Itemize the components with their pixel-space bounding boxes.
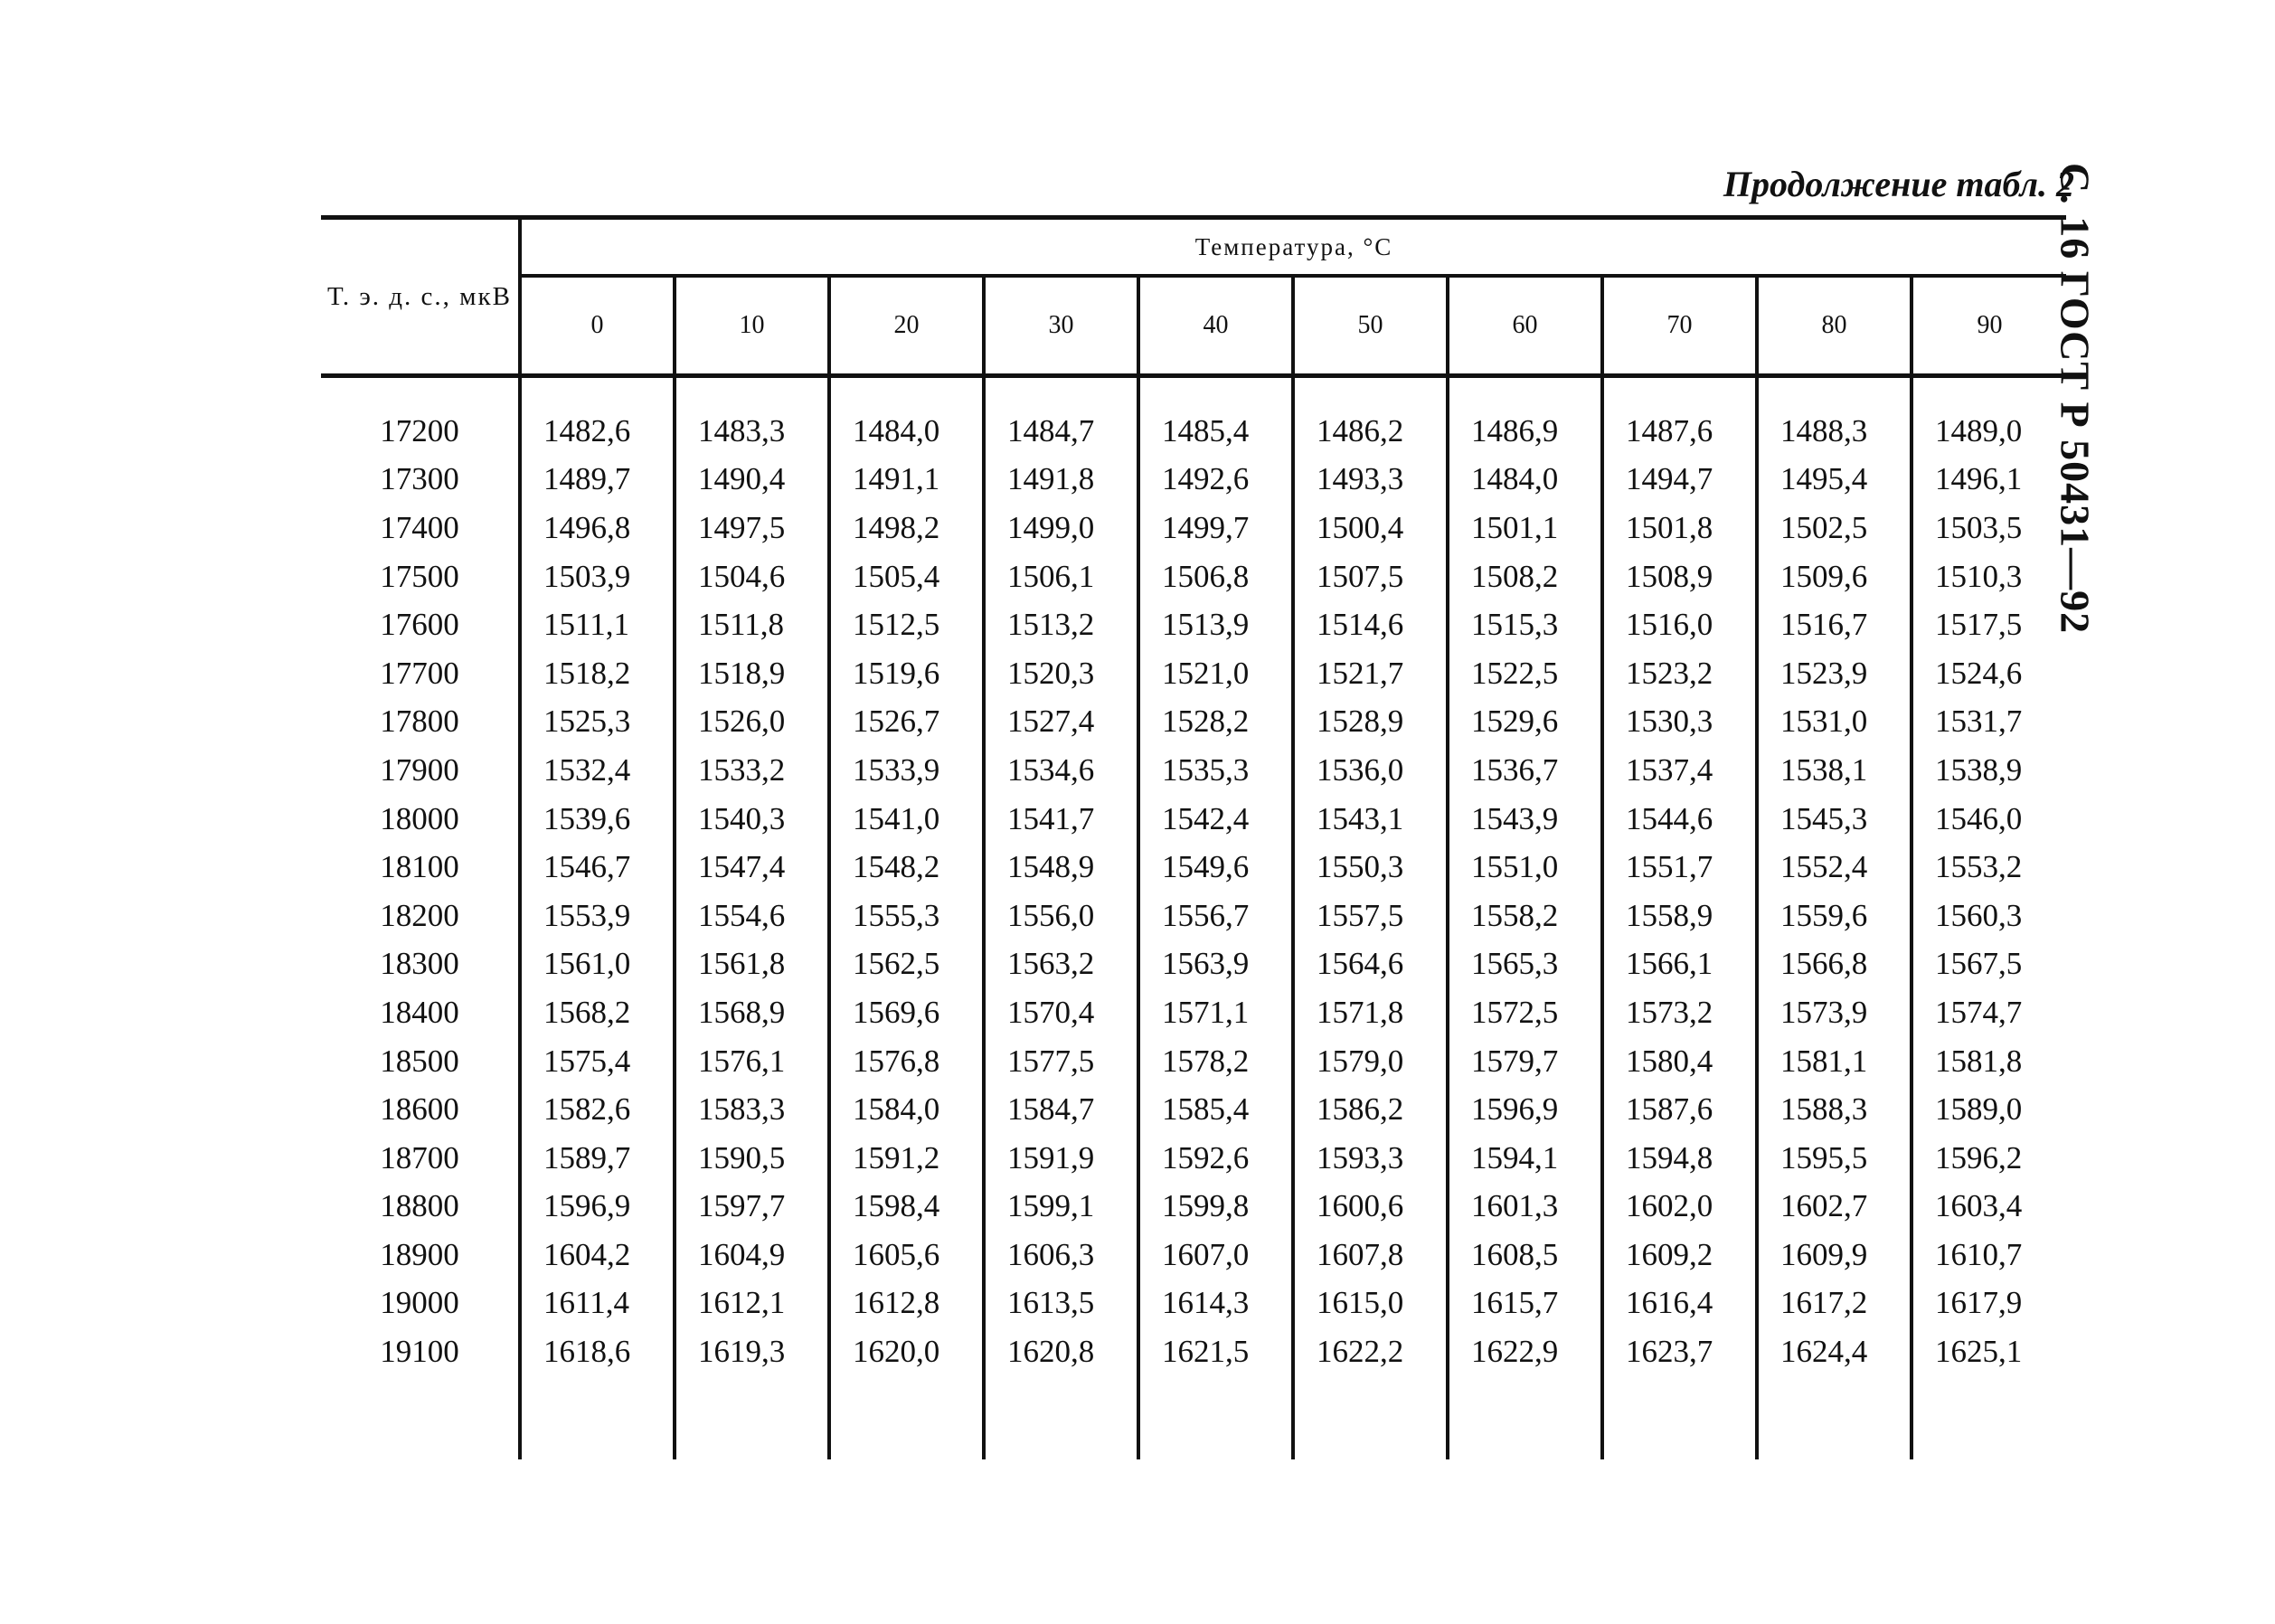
table-row bbox=[321, 843, 2066, 892]
temperature-value-cell: 1513,9 bbox=[1138, 600, 1293, 649]
temperature-value-cell: 1506,1 bbox=[984, 552, 1138, 601]
temperature-value-cell: 1556,0 bbox=[984, 892, 1138, 940]
temperature-value-cell: 1595,5 bbox=[1757, 1134, 1912, 1183]
temperature-value-cell: 1555,3 bbox=[829, 892, 984, 940]
temperature-value-cell: 1596,2 bbox=[1935, 1139, 2023, 1176]
emf-value-cell: 17200 bbox=[321, 407, 520, 456]
table-row bbox=[321, 1231, 2066, 1279]
temperature-value-cell: 1581,1 bbox=[1757, 1037, 1912, 1086]
temperature-value-cell: 1491,1 bbox=[829, 456, 984, 505]
temperature-value-cell: 1487,6 bbox=[1602, 407, 1757, 456]
temperature-value-cell: 1536,7 bbox=[1448, 746, 1602, 795]
emf-value-cell: 18900 bbox=[321, 1231, 520, 1279]
table-row bbox=[321, 698, 2066, 747]
temperature-value-cell: 1604,2 bbox=[520, 1231, 675, 1279]
temperature-value-cell: 1509,6 bbox=[1757, 552, 1912, 601]
temperature-value-cell: 1609,9 bbox=[1757, 1231, 1912, 1279]
temperature-value-cell: 1583,3 bbox=[675, 1085, 829, 1134]
temperature-value-cell: 1574,7 bbox=[1935, 994, 2023, 1030]
temperature-value-cell: 1508,9 bbox=[1602, 552, 1757, 601]
temperature-column-header: 80 bbox=[1757, 276, 1912, 376]
temperature-column-header: 90 bbox=[1912, 276, 2066, 376]
temperature-value-cell: 1620,0 bbox=[829, 1327, 984, 1376]
emf-value-cell: 18000 bbox=[321, 795, 520, 844]
empty-cell bbox=[1293, 376, 1448, 408]
temperature-column-header: 50 bbox=[1293, 276, 1448, 376]
emf-value-cell: 17600 bbox=[321, 600, 520, 649]
temperature-value-cell: 1598,4 bbox=[829, 1183, 984, 1232]
temperature-column-header: 30 bbox=[984, 276, 1138, 376]
temperature-value-cell: 1596,9 bbox=[1448, 1085, 1602, 1134]
temperature-value-cell: 1542,4 bbox=[1138, 795, 1293, 844]
temperature-column-header: 40 bbox=[1138, 276, 1293, 376]
table-tail-row bbox=[321, 1376, 2066, 1459]
empty-cell bbox=[829, 1376, 984, 1459]
temperature-value-cell: 1504,6 bbox=[675, 552, 829, 601]
temperature-value-cell: 1589,7 bbox=[520, 1134, 675, 1183]
temperature-value-cell: 1571,8 bbox=[1293, 988, 1448, 1037]
temperature-value-cell: 1535,3 bbox=[1138, 746, 1293, 795]
temperature-value-cell: 1551,0 bbox=[1448, 843, 1602, 892]
temperature-value-cell: 1570,4 bbox=[984, 988, 1138, 1037]
temperature-value-cell: 1538,1 bbox=[1757, 746, 1912, 795]
temperature-value-cell: 1507,5 bbox=[1293, 552, 1448, 601]
temperature-value-cell: 1503,9 bbox=[520, 552, 675, 601]
temperature-value-cell: 1573,9 bbox=[1757, 988, 1912, 1037]
emf-value-cell: 18200 bbox=[321, 892, 520, 940]
temperature-value-cell: 1590,5 bbox=[675, 1134, 829, 1183]
temperature-value-cell: 1546,7 bbox=[520, 843, 675, 892]
temperature-value-cell: 1607,0 bbox=[1138, 1231, 1293, 1279]
temperature-column-header: 0 bbox=[520, 276, 675, 376]
temperature-value-cell: 1533,9 bbox=[829, 746, 984, 795]
temperature-value-cell: 1573,2 bbox=[1602, 988, 1757, 1037]
temperature-value-cell: 1606,3 bbox=[984, 1231, 1138, 1279]
table-row bbox=[321, 940, 2066, 989]
empty-cell bbox=[1757, 376, 1912, 408]
emf-value-cell: 18400 bbox=[321, 988, 520, 1037]
temperature-value-cell: 1591,9 bbox=[984, 1134, 1138, 1183]
temperature-value-cell: 1518,9 bbox=[675, 649, 829, 698]
temperature-value-cell: 1484,0 bbox=[829, 407, 984, 456]
temperature-degree-row bbox=[321, 276, 2066, 376]
temperature-value-cell: 1503,5 bbox=[1935, 509, 2023, 545]
temperature-column-header: 60 bbox=[1448, 276, 1602, 376]
temperature-value-cell: 1534,6 bbox=[984, 746, 1138, 795]
temperature-value-cell: 1564,6 bbox=[1293, 940, 1448, 989]
temperature-value-cell: 1520,3 bbox=[984, 649, 1138, 698]
temperature-value-cell: 1592,6 bbox=[1138, 1134, 1293, 1183]
temperature-value-cell: 1502,5 bbox=[1757, 504, 1912, 552]
empty-cell bbox=[1602, 1376, 1757, 1459]
emf-value-cell: 17700 bbox=[321, 649, 520, 698]
emf-value-cell: 17500 bbox=[321, 552, 520, 601]
temperature-value-cell: 1536,0 bbox=[1293, 746, 1448, 795]
temperature-column-header: 10 bbox=[675, 276, 829, 376]
temperature-column-header: 20 bbox=[829, 276, 984, 376]
table-row bbox=[321, 649, 2066, 698]
temperature-value-cell: 1539,6 bbox=[520, 795, 675, 844]
empty-cell bbox=[520, 1376, 675, 1459]
temperature-value-cell: 1498,2 bbox=[829, 504, 984, 552]
temperature-value-cell: 1514,6 bbox=[1293, 600, 1448, 649]
temperature-value-cell: 1591,2 bbox=[829, 1134, 984, 1183]
temperature-value-cell: 1497,5 bbox=[675, 504, 829, 552]
empty-cell bbox=[1293, 1376, 1448, 1459]
empty-cell bbox=[1138, 1376, 1293, 1459]
temperature-value-cell: 1543,1 bbox=[1293, 795, 1448, 844]
table-row bbox=[321, 1085, 2066, 1134]
temperature-value-cell: 1602,7 bbox=[1757, 1183, 1912, 1232]
temperature-value-cell: 1622,9 bbox=[1448, 1327, 1602, 1376]
temperature-value-cell: 1585,4 bbox=[1138, 1085, 1293, 1134]
temperature-value-cell: 1521,7 bbox=[1293, 649, 1448, 698]
temperature-value-cell: 1484,7 bbox=[984, 407, 1138, 456]
emf-value-cell: 19000 bbox=[321, 1279, 520, 1328]
temperature-value-cell: 1594,1 bbox=[1448, 1134, 1602, 1183]
empty-cell bbox=[321, 376, 520, 408]
temperature-value-cell: 1484,0 bbox=[1448, 456, 1602, 505]
thermocouple-table-container bbox=[321, 215, 2066, 1436]
temperature-value-cell: 1572,5 bbox=[1448, 988, 1602, 1037]
temperature-value-cell: 1529,6 bbox=[1448, 698, 1602, 747]
temperature-value-cell: 1552,4 bbox=[1757, 843, 1912, 892]
table-row bbox=[321, 1327, 2066, 1376]
temperature-value-cell: 1625,1 bbox=[1935, 1334, 2023, 1370]
temperature-value-cell: 1541,7 bbox=[984, 795, 1138, 844]
temperature-value-cell: 1580,4 bbox=[1602, 1037, 1757, 1086]
temperature-value-cell: 1568,2 bbox=[520, 988, 675, 1037]
table-row bbox=[321, 892, 2066, 940]
empty-cell bbox=[1448, 376, 1602, 408]
empty-cell bbox=[675, 1376, 829, 1459]
temperature-value-cell: 1523,9 bbox=[1757, 649, 1912, 698]
empty-cell bbox=[1138, 376, 1293, 408]
table-row bbox=[321, 552, 2066, 601]
temperature-value-cell: 1586,2 bbox=[1293, 1085, 1448, 1134]
temperature-value-cell: 1508,2 bbox=[1448, 552, 1602, 601]
emf-value-cell: 18100 bbox=[321, 843, 520, 892]
temperature-value-cell: 1526,7 bbox=[829, 698, 984, 747]
temperature-value-cell: 1568,9 bbox=[675, 988, 829, 1037]
temperature-value-cell: 1500,4 bbox=[1293, 504, 1448, 552]
temperature-value-cell: 1571,1 bbox=[1138, 988, 1293, 1037]
temperature-value-cell: 1576,8 bbox=[829, 1037, 984, 1086]
temperature-value-cell: 1512,5 bbox=[829, 600, 984, 649]
temperature-value-cell: 1527,4 bbox=[984, 698, 1138, 747]
emf-value-cell: 18500 bbox=[321, 1037, 520, 1086]
temperature-value-cell: 1587,6 bbox=[1602, 1085, 1757, 1134]
temperature-value-cell: 1488,3 bbox=[1757, 407, 1912, 456]
temperature-value-cell: 1496,1 bbox=[1935, 461, 2023, 497]
temperature-value-cell: 1621,5 bbox=[1138, 1327, 1293, 1376]
standard-page-reference: С. 16 ГОСТ Р 50431—92 bbox=[2052, 163, 2099, 635]
temperature-value-cell: 1579,0 bbox=[1293, 1037, 1448, 1086]
empty-cell bbox=[829, 376, 984, 408]
table-row bbox=[321, 1037, 2066, 1086]
table-spacer-row bbox=[321, 376, 2066, 408]
temperature-value-cell: 1513,2 bbox=[984, 600, 1138, 649]
temperature-value-cell: 1602,0 bbox=[1602, 1183, 1757, 1232]
table-row bbox=[321, 456, 2066, 505]
emf-value-cell: 17300 bbox=[321, 456, 520, 505]
temperature-value-cell: 1549,6 bbox=[1138, 843, 1293, 892]
temperature-value-cell: 1618,6 bbox=[520, 1327, 675, 1376]
temperature-value-cell: 1563,9 bbox=[1138, 940, 1293, 989]
temperature-value-cell: 1511,8 bbox=[675, 600, 829, 649]
temperature-value-cell: 1492,6 bbox=[1138, 456, 1293, 505]
temperature-value-cell: 1620,8 bbox=[984, 1327, 1138, 1376]
temperature-value-cell: 1584,0 bbox=[829, 1085, 984, 1134]
thermocouple-emf-table bbox=[321, 215, 2066, 1459]
temperature-value-cell: 1499,7 bbox=[1138, 504, 1293, 552]
temperature-value-cell: 1588,3 bbox=[1757, 1085, 1912, 1134]
temperature-value-cell: 1597,7 bbox=[675, 1183, 829, 1232]
temperature-value-cell: 1577,5 bbox=[984, 1037, 1138, 1086]
temperature-value-cell: 1566,1 bbox=[1602, 940, 1757, 989]
temperature-value-cell: 1531,0 bbox=[1757, 698, 1912, 747]
temperature-value-cell: 1517,5 bbox=[1935, 607, 2023, 643]
table-row bbox=[321, 988, 2066, 1037]
temperature-value-cell: 1519,6 bbox=[829, 649, 984, 698]
temperature-value-cell: 1518,2 bbox=[520, 649, 675, 698]
temperature-value-cell: 1489,0 bbox=[1935, 412, 2023, 448]
emf-value-cell: 18600 bbox=[321, 1085, 520, 1134]
temperature-value-cell: 1521,0 bbox=[1138, 649, 1293, 698]
temperature-value-cell: 1619,3 bbox=[675, 1327, 829, 1376]
temperature-value-cell: 1569,6 bbox=[829, 988, 984, 1037]
temperature-value-cell: 1528,9 bbox=[1293, 698, 1448, 747]
temperature-value-cell: 1523,2 bbox=[1602, 649, 1757, 698]
temperature-value-cell: 1501,8 bbox=[1602, 504, 1757, 552]
temperature-value-cell: 1495,4 bbox=[1757, 456, 1912, 505]
temperature-value-cell: 1547,4 bbox=[675, 843, 829, 892]
temperature-value-cell: 1559,6 bbox=[1757, 892, 1912, 940]
temperature-value-cell: 1601,3 bbox=[1448, 1183, 1602, 1232]
temperature-value-cell: 1515,3 bbox=[1448, 600, 1602, 649]
temperature-value-cell: 1582,6 bbox=[520, 1085, 675, 1134]
emf-value-cell: 17900 bbox=[321, 746, 520, 795]
temperature-value-cell: 1600,6 bbox=[1293, 1183, 1448, 1232]
temperature-value-cell: 1506,8 bbox=[1138, 552, 1293, 601]
temperature-value-cell: 1604,9 bbox=[675, 1231, 829, 1279]
temperature-group-header: Температура, °С bbox=[520, 218, 2066, 277]
temperature-value-cell: 1616,4 bbox=[1602, 1279, 1757, 1328]
temperature-value-cell: 1528,2 bbox=[1138, 698, 1293, 747]
temperature-value-cell: 1605,6 bbox=[829, 1231, 984, 1279]
temperature-value-cell: 1541,0 bbox=[829, 795, 984, 844]
temperature-value-cell: 1543,9 bbox=[1448, 795, 1602, 844]
temperature-value-cell: 1510,3 bbox=[1935, 558, 2023, 594]
temperature-column-header: 70 bbox=[1602, 276, 1757, 376]
temperature-value-cell: 1578,2 bbox=[1138, 1037, 1293, 1086]
temperature-value-cell: 1486,9 bbox=[1448, 407, 1602, 456]
temperature-value-cell: 1550,3 bbox=[1293, 843, 1448, 892]
emf-column-header: Т. э. д. с., мкВ bbox=[321, 218, 520, 376]
temperature-value-cell: 1499,0 bbox=[984, 504, 1138, 552]
temperature-value-cell: 1494,7 bbox=[1602, 456, 1757, 505]
temperature-value-cell: 1611,4 bbox=[520, 1279, 675, 1328]
temperature-value-cell: 1496,8 bbox=[520, 504, 675, 552]
temperature-value-cell: 1490,4 bbox=[675, 456, 829, 505]
temperature-value-cell: 1558,2 bbox=[1448, 892, 1602, 940]
temperature-value-cell: 1608,5 bbox=[1448, 1231, 1602, 1279]
temperature-value-cell: 1624,4 bbox=[1757, 1327, 1912, 1376]
table-body bbox=[321, 376, 2066, 1459]
temperature-value-cell: 1566,8 bbox=[1757, 940, 1912, 989]
empty-cell bbox=[1602, 376, 1757, 408]
emf-value-cell: 18700 bbox=[321, 1134, 520, 1183]
temperature-value-cell: 1622,2 bbox=[1293, 1327, 1448, 1376]
temperature-value-cell: 1589,0 bbox=[1935, 1091, 2023, 1128]
temperature-value-cell: 1532,4 bbox=[520, 746, 675, 795]
temperature-value-cell: 1615,0 bbox=[1293, 1279, 1448, 1328]
temperature-value-cell: 1560,3 bbox=[1935, 897, 2023, 933]
temperature-value-cell: 1546,0 bbox=[1935, 800, 2023, 836]
temperature-value-cell: 1561,8 bbox=[675, 940, 829, 989]
temperature-value-cell: 1556,7 bbox=[1138, 892, 1293, 940]
temperature-value-cell: 1575,4 bbox=[520, 1037, 675, 1086]
temperature-value-cell: 1617,2 bbox=[1757, 1279, 1912, 1328]
temperature-value-cell: 1614,3 bbox=[1138, 1279, 1293, 1328]
temperature-value-cell: 1613,5 bbox=[984, 1279, 1138, 1328]
empty-cell bbox=[1757, 1376, 1912, 1459]
temperature-value-cell: 1493,3 bbox=[1293, 456, 1448, 505]
temperature-value-cell: 1544,6 bbox=[1602, 795, 1757, 844]
emf-value-cell: 18800 bbox=[321, 1183, 520, 1232]
temperature-value-cell: 1483,3 bbox=[675, 407, 829, 456]
temperature-value-cell: 1533,2 bbox=[675, 746, 829, 795]
empty-cell bbox=[321, 1376, 520, 1459]
temperature-value-cell: 1607,8 bbox=[1293, 1231, 1448, 1279]
temperature-value-cell: 1599,1 bbox=[984, 1183, 1138, 1232]
empty-cell bbox=[984, 376, 1138, 408]
temperature-value-cell: 1511,1 bbox=[520, 600, 675, 649]
temperature-value-cell: 1545,3 bbox=[1757, 795, 1912, 844]
table-row bbox=[321, 407, 2066, 456]
temperature-value-cell: 1538,9 bbox=[1935, 751, 2023, 788]
temperature-value-cell: 1524,6 bbox=[1935, 655, 2023, 691]
emf-value-cell: 19100 bbox=[321, 1327, 520, 1376]
temperature-value-cell: 1612,8 bbox=[829, 1279, 984, 1328]
table-row bbox=[321, 746, 2066, 795]
temperature-value-cell: 1576,1 bbox=[675, 1037, 829, 1086]
empty-cell bbox=[984, 1376, 1138, 1459]
temperature-value-cell: 1548,9 bbox=[984, 843, 1138, 892]
temperature-value-cell: 1505,4 bbox=[829, 552, 984, 601]
temperature-value-cell: 1563,2 bbox=[984, 940, 1138, 989]
temperature-value-cell: 1486,2 bbox=[1293, 407, 1448, 456]
temperature-value-cell: 1594,8 bbox=[1602, 1134, 1757, 1183]
temperature-value-cell: 1551,7 bbox=[1602, 843, 1757, 892]
temperature-value-cell: 1526,0 bbox=[675, 698, 829, 747]
temperature-value-cell: 1603,4 bbox=[1935, 1188, 2023, 1224]
temperature-value-cell: 1567,5 bbox=[1935, 946, 2023, 982]
temperature-value-cell: 1554,6 bbox=[675, 892, 829, 940]
temperature-value-cell: 1540,3 bbox=[675, 795, 829, 844]
temperature-value-cell: 1522,5 bbox=[1448, 649, 1602, 698]
empty-cell bbox=[520, 376, 675, 408]
table-continuation-label: Продолжение табл. 2 bbox=[1723, 164, 2074, 204]
table-header-row-top bbox=[321, 218, 2066, 277]
table-row bbox=[321, 600, 2066, 649]
temperature-value-cell: 1553,2 bbox=[1935, 849, 2023, 885]
table-row bbox=[321, 1134, 2066, 1183]
table-row bbox=[321, 795, 2066, 844]
temperature-value-cell: 1612,1 bbox=[675, 1279, 829, 1328]
temperature-value-cell: 1553,9 bbox=[520, 892, 675, 940]
temperature-value-cell: 1491,8 bbox=[984, 456, 1138, 505]
empty-cell bbox=[1912, 376, 2066, 408]
temperature-value-cell: 1562,5 bbox=[829, 940, 984, 989]
temperature-value-cell: 1516,7 bbox=[1757, 600, 1912, 649]
empty-cell bbox=[1448, 1376, 1602, 1459]
temperature-value-cell: 1561,0 bbox=[520, 940, 675, 989]
temperature-value-cell: 1615,7 bbox=[1448, 1279, 1602, 1328]
temperature-value-cell: 1501,1 bbox=[1448, 504, 1602, 552]
empty-cell bbox=[675, 376, 829, 408]
temperature-value-cell: 1599,8 bbox=[1138, 1183, 1293, 1232]
temperature-value-cell: 1596,9 bbox=[520, 1183, 675, 1232]
temperature-value-cell: 1516,0 bbox=[1602, 600, 1757, 649]
temperature-value-cell: 1485,4 bbox=[1138, 407, 1293, 456]
table-row bbox=[321, 1183, 2066, 1232]
temperature-value-cell: 1565,3 bbox=[1448, 940, 1602, 989]
temperature-value-cell: 1482,6 bbox=[520, 407, 675, 456]
temperature-value-cell: 1593,3 bbox=[1293, 1134, 1448, 1183]
temperature-value-cell: 1548,2 bbox=[829, 843, 984, 892]
table-row bbox=[321, 504, 2066, 552]
temperature-value-cell: 1584,7 bbox=[984, 1085, 1138, 1134]
temperature-value-cell: 1489,7 bbox=[520, 456, 675, 505]
emf-value-cell: 17800 bbox=[321, 698, 520, 747]
temperature-value-cell: 1537,4 bbox=[1602, 746, 1757, 795]
emf-value-cell: 17400 bbox=[321, 504, 520, 552]
temperature-value-cell: 1531,7 bbox=[1935, 703, 2023, 740]
temperature-value-cell: 1609,2 bbox=[1602, 1231, 1757, 1279]
temperature-value-cell: 1617,9 bbox=[1935, 1285, 2023, 1321]
temperature-value-cell: 1557,5 bbox=[1293, 892, 1448, 940]
table-row bbox=[321, 1279, 2066, 1328]
temperature-value-cell: 1623,7 bbox=[1602, 1327, 1757, 1376]
empty-cell bbox=[1912, 1376, 2066, 1459]
temperature-value-cell: 1525,3 bbox=[520, 698, 675, 747]
temperature-value-cell: 1558,9 bbox=[1602, 892, 1757, 940]
temperature-value-cell: 1530,3 bbox=[1602, 698, 1757, 747]
temperature-value-cell: 1579,7 bbox=[1448, 1037, 1602, 1086]
temperature-value-cell: 1610,7 bbox=[1935, 1236, 2023, 1272]
temperature-value-cell: 1581,8 bbox=[1935, 1043, 2023, 1079]
emf-value-cell: 18300 bbox=[321, 940, 520, 989]
